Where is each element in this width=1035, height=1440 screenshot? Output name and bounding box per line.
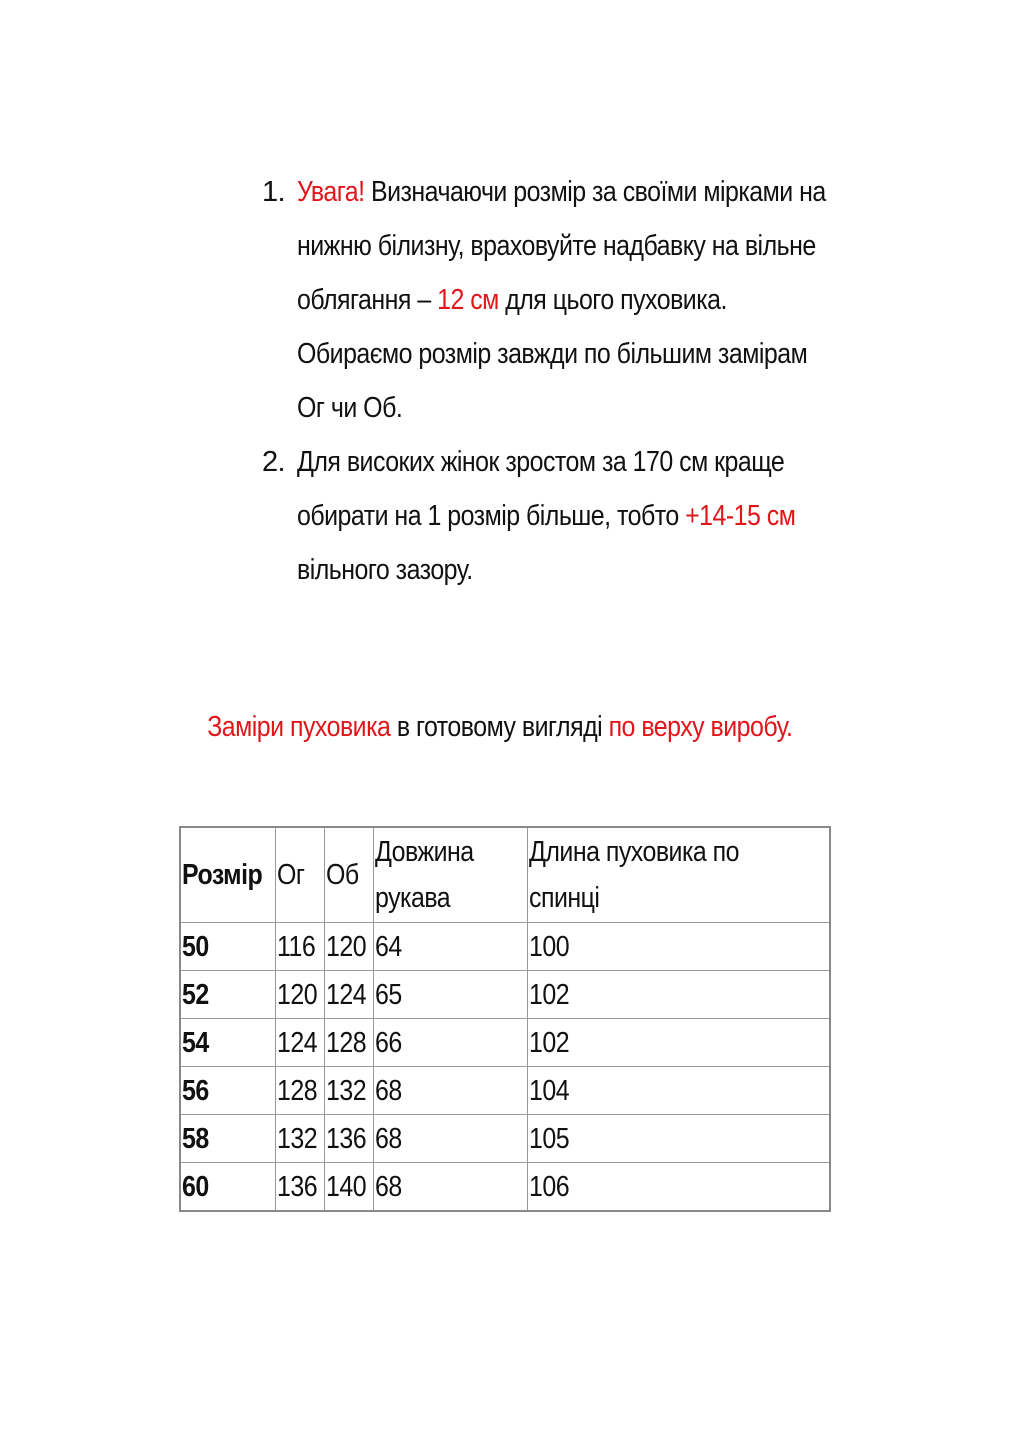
cell-sleeve (373, 1115, 527, 1163)
cell-chest (276, 923, 325, 971)
list-number: 2. (262, 446, 285, 478)
measurements-note (178, 699, 838, 755)
cell-hips (324, 1067, 373, 1115)
cell-sleeve (373, 1067, 527, 1115)
sizing-note-1 (262, 165, 842, 435)
table-header-row (180, 827, 830, 923)
cell-size-value: 58 (182, 1122, 209, 1155)
header-chest-label: Ог (277, 859, 305, 891)
note-body-a: Для високих жінок зростом за 170 см краще обирати на 1 розмір більше, тобто (297, 446, 785, 532)
extra-allowance-highlight: +14-15 см (685, 500, 796, 532)
header-hips (324, 827, 373, 923)
cell-hips-value: 124 (325, 978, 366, 1011)
cell-sleeve-value: 65 (374, 978, 402, 1011)
cell-chest (276, 1019, 325, 1067)
cell-hips-value: 132 (325, 1074, 366, 1107)
cell-sleeve-value: 68 (374, 1170, 402, 1203)
measurements-black: в готовому вигляді (390, 711, 609, 743)
cell-sleeve (373, 923, 527, 971)
cell-back-length (527, 1163, 830, 1212)
cell-sleeve (373, 971, 527, 1019)
measurements-red-b: по верху виробу. (608, 711, 793, 743)
table-row (180, 1115, 830, 1163)
cell-size-value: 54 (182, 1026, 209, 1059)
cell-sleeve-value: 68 (374, 1122, 402, 1155)
cell-chest-value: 132 (277, 1122, 318, 1155)
sizing-note-2 (262, 435, 842, 597)
cell-chest-value: 120 (277, 978, 318, 1011)
cell-hips-value: 128 (325, 1026, 366, 1059)
cell-size (180, 1115, 276, 1163)
note-body-a: Визначаючи розмір за своїми мірками на нижню білизну, враховуйте надбавку на вільне облягання – (297, 176, 826, 316)
list-number: 1. (262, 176, 285, 208)
cell-back-length (527, 1019, 830, 1067)
sizing-notes-list (262, 165, 842, 597)
cell-size-value: 56 (182, 1074, 209, 1107)
cell-sleeve-value: 68 (374, 1074, 402, 1107)
cell-size (180, 1019, 276, 1067)
header-back-length-label: Длина пуховика по спинці (528, 836, 739, 914)
note-body-b: для цього пуховика. Обираємо розмір завжди по більшим замірам Ог чи Об. (297, 284, 808, 424)
cell-sleeve-value: 64 (374, 930, 402, 963)
table-row (180, 923, 830, 971)
cell-hips (324, 971, 373, 1019)
cell-size-value: 50 (182, 930, 209, 963)
cell-hips-value: 136 (325, 1122, 366, 1155)
cell-chest-value: 128 (277, 1074, 318, 1107)
table-row (180, 971, 830, 1019)
cell-sleeve (373, 1163, 527, 1212)
cell-hips-value: 120 (325, 930, 366, 963)
cell-back-length (527, 1115, 830, 1163)
note-text (297, 165, 841, 435)
cell-back-length-value: 106 (528, 1170, 570, 1203)
cell-back-length-value: 100 (528, 930, 570, 963)
header-hips-label: Об (325, 859, 359, 891)
measurements-red-a: Заміри пуховика (207, 711, 391, 743)
cell-hips-value: 140 (325, 1170, 366, 1203)
measurements-note-text (178, 699, 836, 755)
cell-hips (324, 1163, 373, 1212)
cell-size-value: 60 (182, 1170, 209, 1203)
header-size-label: Розмір (182, 859, 263, 891)
cell-sleeve (373, 1019, 527, 1067)
cell-chest (276, 1115, 325, 1163)
header-sleeve-length (373, 827, 527, 923)
note-text (297, 435, 841, 597)
header-chest (276, 827, 325, 923)
table-row (180, 1019, 830, 1067)
cell-chest-value: 124 (277, 1026, 318, 1059)
warning-label: Увага! (297, 176, 365, 208)
cell-chest (276, 1067, 325, 1115)
cell-back-length (527, 923, 830, 971)
cell-back-length (527, 971, 830, 1019)
cell-chest-value: 136 (277, 1170, 318, 1203)
cell-sleeve-value: 66 (374, 1026, 402, 1059)
allowance-highlight: 12 см (437, 284, 499, 316)
cell-back-length-value: 102 (528, 978, 570, 1011)
header-size (180, 827, 276, 923)
size-table (179, 826, 831, 1212)
header-back-length (527, 827, 830, 923)
cell-size (180, 923, 276, 971)
table-row (180, 1163, 830, 1212)
cell-chest (276, 971, 325, 1019)
cell-size (180, 1067, 276, 1115)
cell-hips (324, 1019, 373, 1067)
cell-size (180, 1163, 276, 1212)
cell-size (180, 971, 276, 1019)
table-row (180, 1067, 830, 1115)
cell-chest-value: 116 (277, 930, 316, 963)
cell-back-length (527, 1067, 830, 1115)
cell-back-length-value: 104 (528, 1074, 570, 1107)
cell-chest (276, 1163, 325, 1212)
cell-back-length-value: 105 (528, 1122, 570, 1155)
note-body-b: вільного зазору. (297, 554, 473, 586)
cell-size-value: 52 (182, 978, 209, 1011)
header-sleeve-length-label: Довжина рукава (374, 836, 474, 914)
cell-back-length-value: 102 (528, 1026, 570, 1059)
cell-hips (324, 1115, 373, 1163)
cell-hips (324, 923, 373, 971)
